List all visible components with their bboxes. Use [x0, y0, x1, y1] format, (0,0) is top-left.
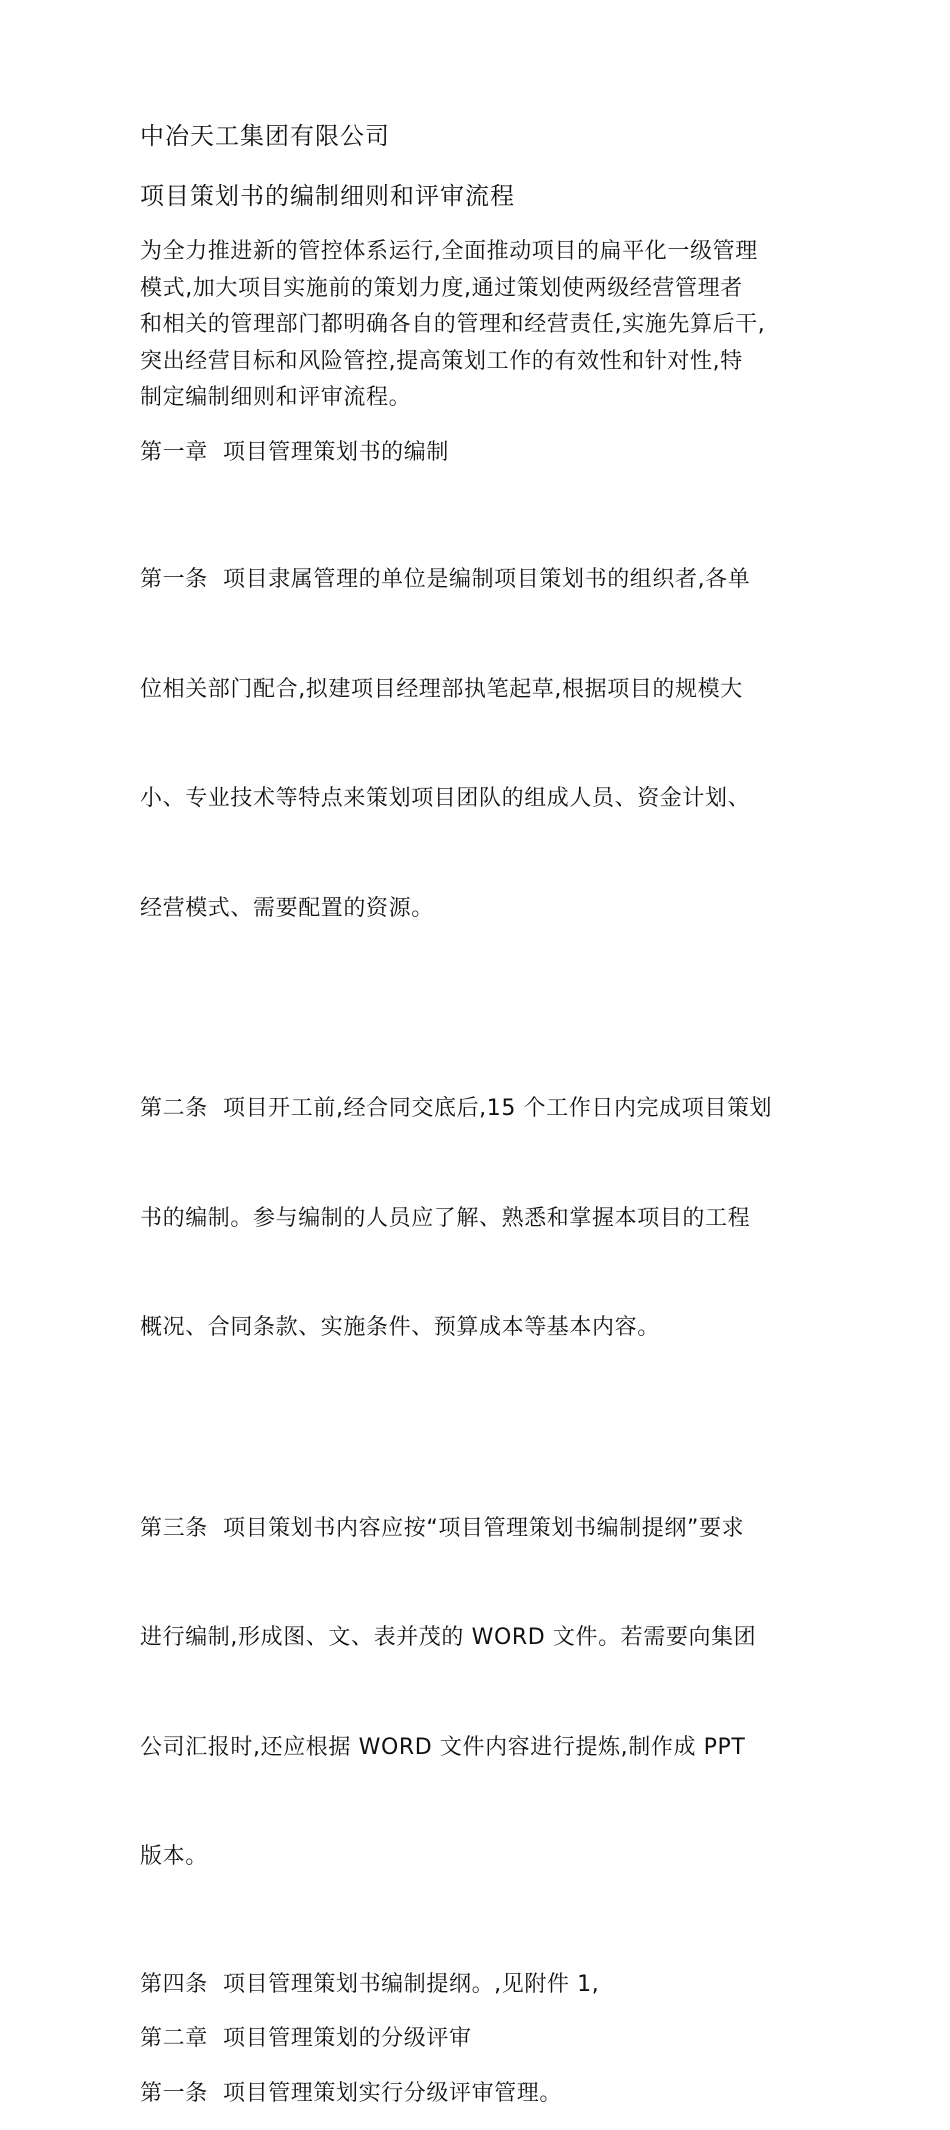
- chapter1-article3: [140, 1438, 820, 1949]
- text-line: 概况、合同条款、实施条件、预算成本等基本内容。: [140, 1315, 660, 1340]
- text-line: 第三条 项目策划书内容应按“项目管理策划书编制提纲”要求: [140, 1515, 745, 1541]
- chapter-heading-1: 第一章 项目管理策划书的编制: [140, 439, 449, 465]
- chapter1-article4: 第四条 项目管理策划书编制提纲。,见附件 1,: [140, 1971, 600, 1997]
- chapter1-article1: [140, 489, 820, 1000]
- text-line: 制定编制细则和评审流程。: [140, 385, 412, 410]
- text-line: 公司汇报时,还应根据 WORD 文件内容进行提炼,制作成 PPT: [140, 1734, 746, 1760]
- text-line: 为全力推进新的管控体系运行,全面推动项目的扁平化一级管理: [140, 239, 758, 264]
- text-line: 版本。: [140, 1844, 208, 1869]
- text-line: 第二条 项目开工前,经合同交底后,15 个工作日内完成项目策划: [140, 1096, 773, 1121]
- chapter1-article2: [140, 1018, 820, 1420]
- text-line: 位相关部门配合,拟建项目经理部执笔起草,根据项目的规模大: [140, 676, 743, 702]
- chapter2-article1: 第一条 项目管理策划实行分级评审管理。: [140, 2080, 562, 2106]
- chapter-heading-2: 第二章 项目管理策划的分级评审: [140, 2026, 472, 2051]
- document-page: [140, 118, 820, 2130]
- text-line: 进行编制,形成图、文、表并茂的 WORD 文件。若需要向集团: [140, 1625, 757, 1650]
- document-title: 项目策划书的编制细则和评审流程: [140, 182, 515, 210]
- text-line: 小、专业技术等特点来策划项目团队的组成人员、资金计划、: [140, 786, 751, 811]
- text-line: 第一条 项目隶属管理的单位是编制项目策划书的组织者,各单: [140, 567, 751, 592]
- text-line: 书的编制。参与编制的人员应了解、熟悉和掌握本项目的工程: [140, 1205, 751, 1231]
- text-line: 模式,加大项目实施前的策划力度,通过策划使两级经营管理者: [140, 275, 743, 301]
- company-name: 中冶天工集团有限公司: [140, 122, 390, 150]
- text-line: 和相关的管理部门都明确各自的管理和经营责任,实施先算后干,: [140, 312, 766, 337]
- intro-paragraph: [140, 234, 820, 417]
- text-line: 经营模式、需要配置的资源。: [140, 895, 434, 921]
- text-line: 突出经营目标和风险管控,提高策划工作的有效性和针对性,特: [140, 348, 743, 374]
